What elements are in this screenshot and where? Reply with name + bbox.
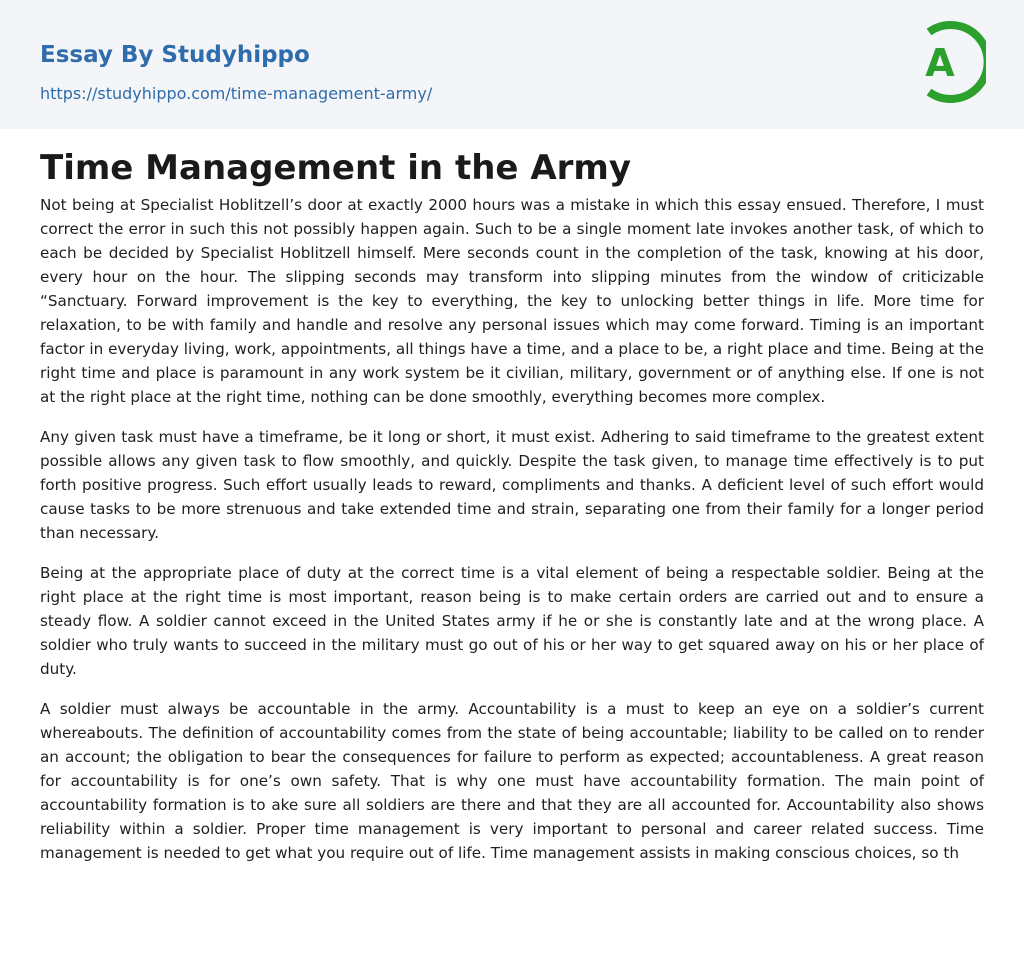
article [0, 129, 1024, 865]
essay-paragraph: Not being at Specialist Hoblitzell’s door at exactly 2000 hours was a mistake in which this essay ensued. Therefore, I must correct the error in such this not possibly happen again. Such to be a single moment late invokes another task, of which to each be decided by Specialist Hoblitzell himself. Mere seconds count in the completion of the task, knowing at his door, every hour on the hour. The slipping seconds may transform into slipping minutes from the window of criticizable “Sanctuary. Forward improvement is the key to everything, the key to unlocking better things in life. More time for relaxation, to be with family and handle and resolve any personal issues which may come forward. Timing is an important factor in everyday living, work, appointments, all things have a time, and a place to be, a right place and time. Being at the right time and place is paramount in any work system be it civilian, military, government or of anything else. If one is not at the right place at the right time, nothing can be done smoothly, everything becomes more complex. [40, 196, 984, 406]
source-url-link[interactable]: https://studyhippo.com/time-management-army/ [40, 84, 433, 103]
studyhippo-logo-icon[interactable] [912, 18, 986, 106]
essay-paragraph: A soldier must always be accountable in the army. Accountability is a must to keep an eye on a soldier’s current whereabouts. The definition of accountability comes from the state of being accountable; liability to be called on to render an account; the obligation to bear the consequences for failure to perform as expected; accountableness. A great reason for accountability is for one’s own safety. That is why one must have accountability formation. The main point of accountability formation is to ake sure all soldiers are there and that they are all accounted for. Accountability also shows reliability within a soldier. Proper time management is very important to personal and career related success. Time management is needed to get what you require out of life. Time management assists in making conscious choices, so th [40, 700, 984, 862]
site-title: Essay By Studyhippo [40, 42, 310, 68]
logo-letter: A [925, 41, 955, 85]
essay-paragraph: Being at the appropriate place of duty at the correct time is a vital element of being a respectable soldier. Being at the right place at the right time is most important, reason being is to make certain orders are carried out and to ensure a steady flow. A soldier cannot exceed in the United States army if he or she is constantly late and at the wrong place. A soldier who truly wants to succeed in the military must go out of his or her way to get squared away on his or her place of duty. [40, 564, 984, 678]
essay-paragraph: Any given task must have a timeframe, be it long or short, it must exist. Adhering to said timeframe to the greatest extent possible allows any given task to flow smoothly, and quickly. Despite the task given, to manage time effectively is to put forth positive progress. Such effort usually leads to reward, compliments and thanks. A deficient level of such effort would cause tasks to be more strenuous and take extended time and strain, separating one from their family for a longer period than necessary. [40, 428, 984, 542]
site-header [0, 0, 1024, 129]
page-title: Time Management in the Army [40, 148, 631, 188]
